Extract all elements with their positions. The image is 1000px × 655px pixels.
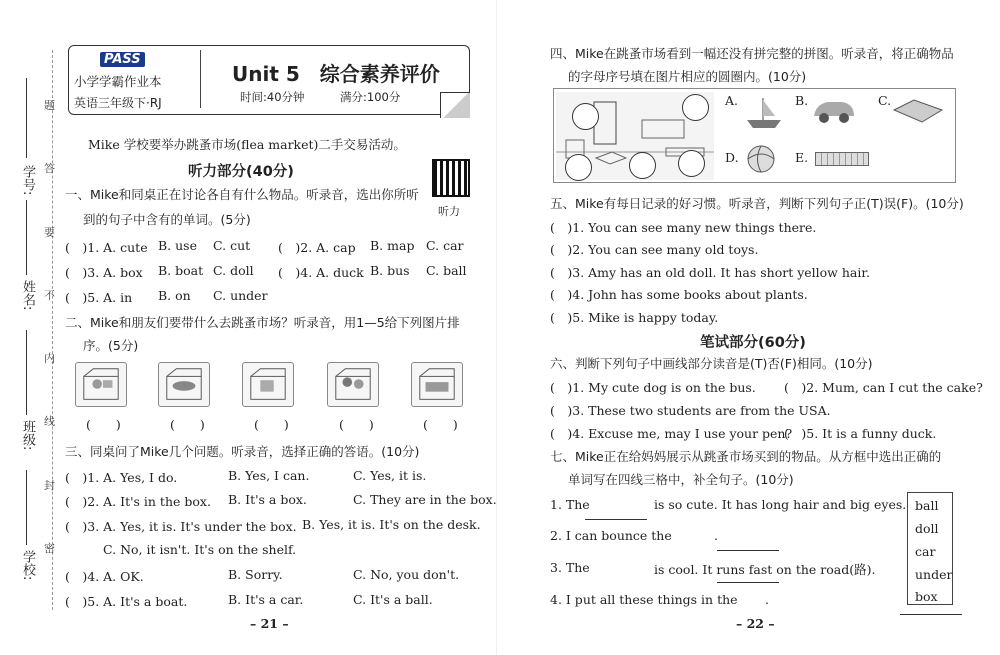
- q5-5: ( )5. Mike is happy today.: [550, 310, 719, 325]
- order-blank-3[interactable]: ( ): [254, 417, 289, 432]
- option-c-label: C.: [878, 93, 892, 108]
- answer-circle-4[interactable]: [565, 154, 592, 181]
- q3-1-c: C. Yes, it is.: [353, 468, 427, 483]
- full-score: 满分:100分: [340, 90, 401, 104]
- page-curl: [440, 92, 470, 118]
- q1-2: ( )2. A. cap: [278, 240, 356, 255]
- q5-3: ( )3. Amy has an old doll. It has short yellow hair.: [550, 265, 870, 280]
- car-icon: [810, 96, 858, 126]
- q3-4: ( )4. A. OK.: [65, 569, 144, 584]
- word-bank-item: doll: [915, 521, 939, 536]
- qr-label: 听力: [438, 205, 460, 218]
- seal-char: 密: [44, 542, 55, 555]
- option-a-label: A.: [725, 93, 739, 108]
- section-4-title-2: 的字母序号填在图片相应的圆圈内。(10分): [568, 69, 807, 84]
- writing-title: 笔试部分(60分): [700, 335, 806, 351]
- q7-3-end: is cool. It runs fast on the road(路).: [654, 562, 876, 577]
- q7-1-blank[interactable]: [585, 519, 647, 520]
- section-3-title: 三、同桌问了Mike几个问题。听录音，选择正确的答语。(10分): [65, 444, 420, 459]
- box-picture-4: [327, 362, 379, 407]
- box-picture-3: [242, 362, 294, 407]
- header-divider: [200, 50, 201, 108]
- seal-char: 要: [44, 226, 55, 239]
- q1-3: ( )3. A. box: [65, 265, 143, 280]
- option-d-label: D.: [725, 150, 739, 165]
- grade-label: 英语三年级下·RJ: [74, 96, 162, 110]
- school-label: 学校:: [20, 550, 35, 581]
- boat-icon: [743, 96, 785, 130]
- order-blank-2[interactable]: ( ): [170, 417, 205, 432]
- section-4-title: 四、Mike在跳蚤市场看到一幅还没有拼完整的拼图。听录音，将正确物品: [550, 46, 954, 61]
- q6-2: ( )2. Mum, can I cut the cake?: [784, 380, 983, 395]
- ball-icon: [746, 144, 776, 174]
- q3-4-c: C. No, you don't.: [353, 567, 460, 582]
- box-picture-1: [75, 362, 127, 407]
- q7-3-blank[interactable]: [717, 582, 779, 583]
- page-number-22: – 22 –: [736, 616, 775, 631]
- seal-char: 答: [44, 162, 55, 175]
- order-blank-4[interactable]: ( ): [339, 417, 374, 432]
- q1-2-c: C. car: [426, 238, 464, 253]
- section-5-title: 五、Mike有每日记录的好习惯。听录音，判断下列句子正(T)误(F)。(10分): [550, 196, 964, 211]
- q5-1: ( )1. You can see many new things there.: [550, 220, 817, 235]
- q1-4: ( )4. A. duck: [278, 265, 364, 280]
- qr-code-icon[interactable]: [432, 159, 470, 197]
- q1-3-c: C. doll: [213, 263, 254, 278]
- answer-circle-2[interactable]: [572, 103, 599, 130]
- answer-circle-1[interactable]: [682, 94, 709, 121]
- q7-4-end: .: [765, 592, 769, 607]
- q3-5: ( )5. A. It's a boat.: [65, 594, 188, 609]
- q3-3: ( )3. A. Yes, it is. It's under the box.: [65, 519, 297, 534]
- box-icon: [890, 96, 946, 126]
- name-label: 姓名:: [20, 280, 35, 311]
- box-picture-2: [158, 362, 210, 407]
- q3-4-b: B. Sorry.: [228, 567, 283, 582]
- q1-1-c: C. cut: [213, 238, 251, 253]
- q7-4-blank[interactable]: [900, 614, 962, 615]
- order-blank-5[interactable]: ( ): [423, 417, 458, 432]
- section-1-title: 一、Mike和同桌正在讨论各自有什么物品。听录音，选出你所听: [65, 187, 419, 202]
- q7-4-start: 4. I put all these things in the: [550, 592, 738, 607]
- q1-5-b: B. on: [158, 288, 191, 303]
- section-2-title: 二、Mike和朋友们要带什么去跳蚤市场？听录音，用1—5给下列图片排: [65, 315, 460, 330]
- option-e-label: E.: [795, 150, 809, 165]
- q1-5-c: C. under: [213, 288, 268, 303]
- q6-5: ( )5. It is a funny duck.: [784, 426, 937, 441]
- q6-3: ( )3. These two students are from the USA.: [550, 403, 831, 418]
- option-b-label: B.: [795, 93, 809, 108]
- q5-4: ( )4. John has some books about plants.: [550, 287, 808, 302]
- page-number-21: – 21 –: [250, 616, 289, 631]
- q3-2: ( )2. A. It's in the box.: [65, 494, 211, 509]
- q1-3-b: B. boat: [158, 263, 204, 278]
- q6-1: ( )1. My cute dog is on the bus.: [550, 380, 756, 395]
- section-6-title: 六、判断下列句子中画线部分读音是(T)否(F)相同。(10分): [550, 356, 873, 371]
- seal-char: 封: [44, 479, 55, 492]
- section-7-title-2: 单词写在四线三格中，补全句子。(10分): [568, 472, 794, 487]
- section-2-title-2: 序。(5分): [83, 338, 139, 353]
- seal-char: 不: [44, 289, 55, 302]
- q3-1: ( )1. A. Yes, I do.: [65, 470, 178, 485]
- seal-line: [52, 50, 53, 610]
- ruler-icon: [815, 152, 869, 166]
- student-no-line: [26, 78, 27, 158]
- student-no-label: 学号:: [20, 165, 35, 196]
- school-line: [26, 470, 27, 545]
- page-gutter: [496, 0, 497, 655]
- binding-margin: [0, 0, 60, 655]
- q3-3-b: B. Yes, it is. It's on the desk.: [302, 517, 481, 532]
- q7-2-blank[interactable]: [717, 550, 779, 551]
- q1-5: ( )5. A. in: [65, 290, 133, 305]
- q1-1-b: B. use: [158, 238, 197, 253]
- q1-4-c: C. ball: [426, 263, 467, 278]
- q7-2-end: .: [714, 528, 718, 543]
- q3-1-b: B. Yes, I can.: [228, 468, 310, 483]
- q3-2-b: B. It's a box.: [228, 492, 307, 507]
- answer-circle-3[interactable]: [629, 152, 656, 179]
- q7-1-start: 1. The: [550, 497, 590, 512]
- q1-4-b: B. bus: [370, 263, 410, 278]
- q3-2-c: C. They are in the box.: [353, 492, 497, 507]
- listening-title: 听力部分(40分): [188, 164, 294, 180]
- pass-logo: PASS: [100, 52, 145, 67]
- box-picture-5: [411, 362, 463, 407]
- q6-4: ( )4. Excuse me, may I use your pen?: [550, 426, 793, 441]
- class-label: 班级:: [20, 420, 35, 451]
- seal-char: 内: [44, 352, 55, 365]
- section-7-title: 七、Mike正在给妈妈展示从跳蚤市场买到的物品。从方框中选出正确的: [550, 449, 942, 464]
- section-1-title-2: 到的句子中含有的单词。(5分): [83, 212, 251, 227]
- seal-char: 题: [44, 99, 55, 112]
- unit-title: Unit 5 综合素养评价: [232, 62, 440, 86]
- q7-3-start: 3. The: [550, 560, 590, 575]
- q7-2-start: 2. I can bounce the: [550, 528, 672, 543]
- word-bank-item: ball: [915, 498, 939, 513]
- word-bank-item: under: [915, 567, 953, 582]
- class-line: [26, 330, 27, 415]
- series-name: 小学学霸作业本: [74, 74, 162, 89]
- time-limit: 时间:40分钟: [240, 90, 305, 104]
- word-bank-item: box: [915, 589, 938, 604]
- q3-5-b: B. It's a car.: [228, 592, 304, 607]
- q3-5-c: C. It's a ball.: [353, 592, 433, 607]
- q7-1-end: is so cute. It has long hair and big eyes.: [654, 497, 907, 512]
- seal-char: 线: [44, 415, 55, 428]
- q5-2: ( )2. You can see many old toys.: [550, 242, 759, 257]
- q1-1: ( )1. A. cute: [65, 240, 148, 255]
- answer-circle-5[interactable]: [678, 150, 705, 177]
- word-bank-item: car: [915, 544, 936, 559]
- name-line: [26, 200, 27, 275]
- q1-2-b: B. map: [370, 238, 415, 253]
- order-blank-1[interactable]: ( ): [86, 417, 121, 432]
- q3-3-c: C. No, it isn't. It's on the shelf.: [103, 542, 297, 557]
- intro-text: Mike 学校要举办跳蚤市场(flea market)二手交易活动。: [88, 137, 406, 152]
